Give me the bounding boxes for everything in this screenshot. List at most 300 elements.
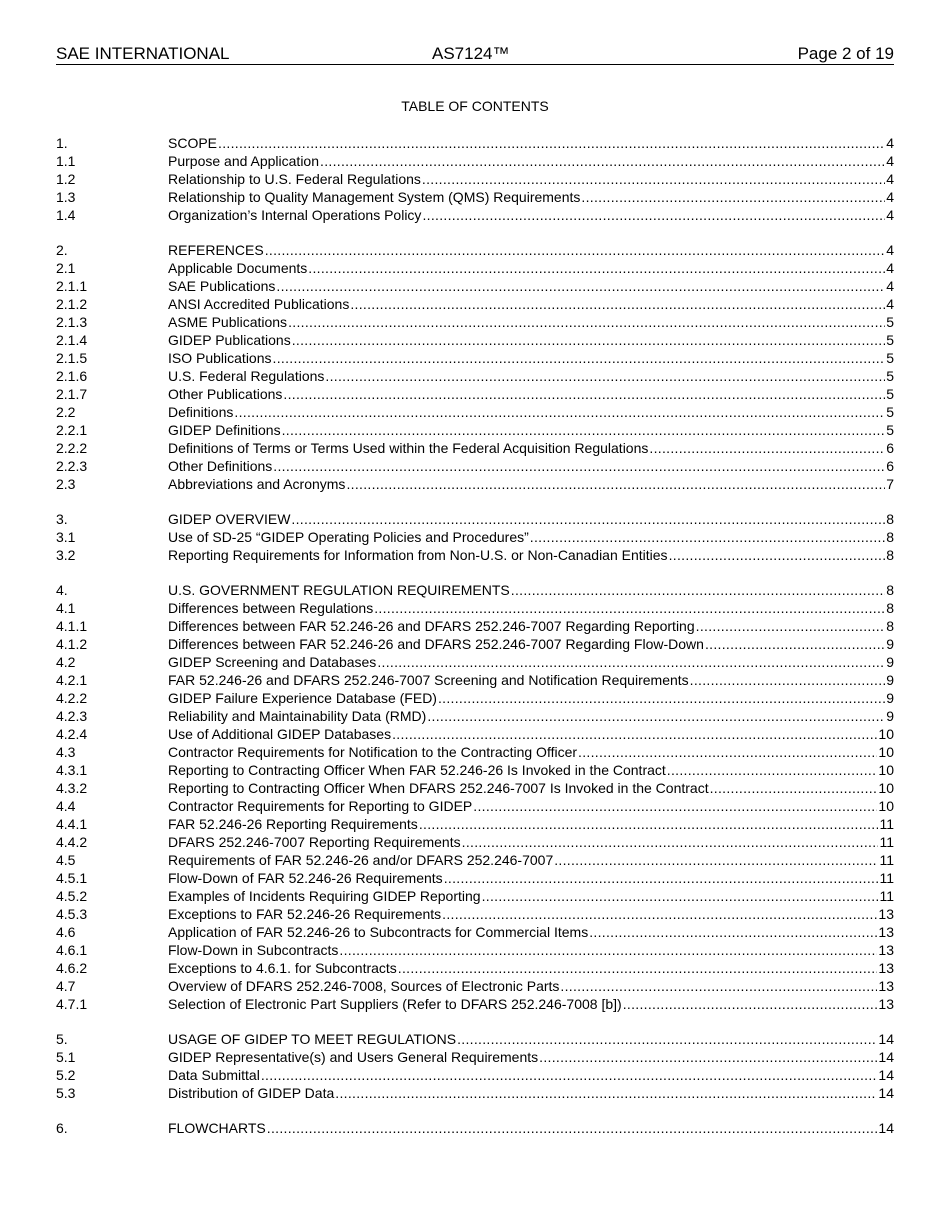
toc-entry-line <box>168 1084 894 1102</box>
dot-leader <box>218 134 885 152</box>
dot-leader <box>392 725 877 743</box>
toc-entry-page: 8 <box>886 618 894 634</box>
toc-entry[interactable] <box>56 761 894 779</box>
toc-entry-number: 4.1.1 <box>56 618 88 634</box>
toc-entry-page: 5 <box>886 332 894 348</box>
dot-leader <box>325 367 885 385</box>
toc-entry-line <box>168 923 894 941</box>
toc-entry-page: 9 <box>886 672 894 688</box>
toc-entry[interactable] <box>56 510 894 528</box>
toc-entry-title: Organization’s Internal Operations Policy <box>168 207 422 223</box>
toc-entry[interactable] <box>56 1048 894 1066</box>
toc-entry-title: SCOPE <box>168 135 218 151</box>
toc-entry[interactable] <box>56 995 894 1013</box>
toc-entry-page: 8 <box>886 547 894 563</box>
toc-entry-page: 4 <box>886 242 894 258</box>
toc-entry-page: 8 <box>886 600 894 616</box>
toc-entry-line <box>168 653 894 671</box>
dot-leader <box>276 277 885 295</box>
dot-leader <box>473 797 877 815</box>
toc-entry-line <box>168 295 894 313</box>
toc-entry-title: Exceptions to FAR 52.246-26 Requirements <box>168 906 442 922</box>
toc-entry-title: GIDEP Representative(s) and Users General Requirements <box>168 1049 539 1065</box>
toc-entry-title: Flow-Down of FAR 52.246-26 Requirements <box>168 870 443 886</box>
dot-leader <box>444 869 879 887</box>
toc-entry-line <box>168 349 894 367</box>
toc-entry[interactable] <box>56 439 894 457</box>
toc-entry[interactable] <box>56 1084 894 1102</box>
toc-entry-line <box>168 815 894 833</box>
toc-entry-page: 5 <box>886 368 894 384</box>
toc-entry[interactable] <box>56 546 894 564</box>
toc-entry-number: 2.2.2 <box>56 440 88 456</box>
toc-entry-title: Reporting to Contracting Officer When FAR 52.246-26 Is Invoked in the Contract <box>168 762 666 778</box>
dot-leader <box>283 385 885 403</box>
toc-entry[interactable] <box>56 295 894 313</box>
toc-entry-title: Purpose and Application <box>168 153 319 169</box>
toc-entry-number: 4.5.3 <box>56 906 88 922</box>
toc-entry-title: Distribution of GIDEP Data <box>168 1085 335 1101</box>
toc-entry-title: Flow-Down in Subcontracts <box>168 942 339 958</box>
toc-entry-line <box>168 367 894 385</box>
toc-entry-number: 4.1 <box>56 600 76 616</box>
toc-entry-page: 5 <box>886 422 894 438</box>
toc-entry-title: Differences between FAR 52.246-26 and DFARS 252.246-7007 Regarding Reporting <box>168 618 695 634</box>
toc-entry[interactable] <box>56 152 894 170</box>
dot-leader <box>427 707 885 725</box>
toc-entry-title: Reliability and Maintainability Data (RMD) <box>168 708 427 724</box>
toc-entry-page: 9 <box>886 636 894 652</box>
toc-entry-title: Definitions <box>168 404 234 420</box>
toc-entry-page: 11 <box>879 834 894 850</box>
toc-entry-line <box>168 152 894 170</box>
toc-entry[interactable] <box>56 367 894 385</box>
toc-entry[interactable] <box>56 869 894 887</box>
toc-entry-page: 14 <box>878 1085 894 1101</box>
toc-entry-page: 8 <box>886 511 894 527</box>
toc-entry-page: 4 <box>886 278 894 294</box>
dot-leader <box>377 653 885 671</box>
toc-entry-number: 4.4.2 <box>56 834 88 850</box>
toc-entry[interactable] <box>56 725 894 743</box>
toc-entry[interactable] <box>56 241 894 259</box>
toc-entry-line <box>168 134 894 152</box>
toc-entry-number: 1.4 <box>56 207 76 223</box>
toc-entry[interactable] <box>56 1030 894 1048</box>
page-header <box>56 44 894 65</box>
toc-entry-page: 4 <box>886 260 894 276</box>
toc-entry[interactable] <box>56 653 894 671</box>
toc-entry-line <box>168 977 894 995</box>
toc-entry-line <box>168 439 894 457</box>
toc-entry[interactable] <box>56 707 894 725</box>
toc-entry-number: 4.1.2 <box>56 636 88 652</box>
dot-leader <box>273 349 886 367</box>
dot-leader <box>539 1048 877 1066</box>
dot-leader <box>669 546 886 564</box>
toc-entry-line <box>168 241 894 259</box>
toc-entry-number: 2. <box>56 242 68 258</box>
dot-leader <box>578 743 877 761</box>
toc-entry-page: 13 <box>878 978 894 994</box>
toc-entry-page: 5 <box>886 386 894 402</box>
toc-entry-title: Contractor Requirements for Notification to the Contracting Officer <box>168 744 578 760</box>
dot-leader <box>482 887 879 905</box>
toc-entry[interactable] <box>56 797 894 815</box>
dot-leader <box>422 206 885 224</box>
toc-entry[interactable] <box>56 977 894 995</box>
toc-entry-page: 8 <box>886 529 894 545</box>
toc-title: TABLE OF CONTENTS <box>401 98 549 114</box>
toc-entry[interactable] <box>56 617 894 635</box>
toc-entry-title: GIDEP OVERVIEW <box>168 511 291 527</box>
toc-entry-number: 4.5.2 <box>56 888 88 904</box>
toc-entry-number: 4.2.2 <box>56 690 88 706</box>
toc-entry-line <box>168 905 894 923</box>
toc-entry-number: 2.1.6 <box>56 368 88 384</box>
toc-entry-number: 3.2 <box>56 547 76 563</box>
toc-entry-title: Reporting Requirements for Information from Non-U.S. or Non-Canadian Entities <box>168 547 668 563</box>
toc-entry-page: 9 <box>886 654 894 670</box>
toc-entry-line <box>168 797 894 815</box>
toc-entry-page: 13 <box>878 906 894 922</box>
toc-entry-page: 14 <box>878 1120 894 1136</box>
dot-leader <box>282 421 886 439</box>
toc-entry-number: 5.3 <box>56 1085 76 1101</box>
toc-entry-line <box>168 995 894 1013</box>
toc-entry-line <box>168 188 894 206</box>
toc-entry-line <box>168 779 894 797</box>
dot-leader <box>554 851 878 869</box>
toc-entry-number: 1.1 <box>56 153 76 169</box>
dot-leader <box>457 1030 877 1048</box>
toc-entry-number: 4.6 <box>56 924 76 940</box>
dot-leader <box>265 241 886 259</box>
toc-entry-page: 11 <box>879 870 894 886</box>
toc-entry-number: 4.6.1 <box>56 942 88 958</box>
dot-leader <box>462 833 879 851</box>
toc-entry-page: 10 <box>878 780 894 796</box>
toc-entry-number: 4.7.1 <box>56 996 88 1012</box>
toc-entry[interactable] <box>56 923 894 941</box>
toc-entry-title: U.S. Federal Regulations <box>168 368 325 384</box>
toc-entry-page: 9 <box>886 690 894 706</box>
toc-entry-title: ANSI Accredited Publications <box>168 296 350 312</box>
toc-entry-title: Differences between Regulations <box>168 600 374 616</box>
toc-entry-number: 5.2 <box>56 1067 76 1083</box>
dot-leader <box>350 295 885 313</box>
toc-entry[interactable] <box>56 887 894 905</box>
toc-entry-line <box>168 941 894 959</box>
toc-entry-line <box>168 457 894 475</box>
toc-entry-line <box>168 761 894 779</box>
toc-entry-page: 10 <box>878 744 894 760</box>
toc-entry-page: 11 <box>879 816 894 832</box>
toc-entry-number: 6. <box>56 1120 68 1136</box>
toc-entry-number: 4.4 <box>56 798 76 814</box>
toc-entry[interactable] <box>56 528 894 546</box>
toc-entry[interactable] <box>56 331 894 349</box>
dot-leader <box>649 439 885 457</box>
toc-entry-number: 2.2.1 <box>56 422 88 438</box>
dot-leader <box>288 313 885 331</box>
toc-entry[interactable] <box>56 1066 894 1084</box>
toc-entry-number: 4.2.3 <box>56 708 88 724</box>
toc-entry-title: Data Submittal <box>168 1067 260 1083</box>
header-page-number: Page 2 of 19 <box>797 44 894 63</box>
toc-entry-number: 4.4.1 <box>56 816 88 832</box>
toc-entry-title: Other Definitions <box>168 458 273 474</box>
toc-entry[interactable] <box>56 1119 894 1137</box>
toc-entry[interactable] <box>56 689 894 707</box>
toc-entry-title: GIDEP Definitions <box>168 422 281 438</box>
toc-entry-title: Reporting to Contracting Officer When DFARS 252.246-7007 Is Invoked in the Contract <box>168 780 709 796</box>
toc-entry-page: 13 <box>878 924 894 940</box>
dot-leader <box>291 510 885 528</box>
toc-entry-number: 4.2.1 <box>56 672 88 688</box>
toc-entry-number: 4.6.2 <box>56 960 88 976</box>
toc-entry-title: Examples of Incidents Requiring GIDEP Reporting <box>168 888 481 904</box>
dot-leader <box>667 761 878 779</box>
toc-entry-title: USAGE OF GIDEP TO MEET REGULATIONS <box>168 1031 457 1047</box>
toc-entry-line <box>168 528 894 546</box>
toc-entry-page: 13 <box>878 960 894 976</box>
toc-entry[interactable] <box>56 277 894 295</box>
toc-entry[interactable] <box>56 905 894 923</box>
toc-entry[interactable] <box>56 313 894 331</box>
toc-entry[interactable] <box>56 475 894 493</box>
toc-entry-number: 4.7 <box>56 978 76 994</box>
toc-entry-title: GIDEP Screening and Databases <box>168 654 377 670</box>
toc-entry-title: Application of FAR 52.246-26 to Subcontracts for Commercial Items <box>168 924 589 940</box>
toc-entry-line <box>168 259 894 277</box>
toc-entry-line <box>168 510 894 528</box>
toc-entry[interactable] <box>56 635 894 653</box>
dot-leader <box>292 331 886 349</box>
toc-entry[interactable] <box>56 779 894 797</box>
toc-entry[interactable] <box>56 188 894 206</box>
toc-entry-number: 4.5 <box>56 852 76 868</box>
toc-entry-line <box>168 206 894 224</box>
toc-entry[interactable] <box>56 134 894 152</box>
toc-entry-number: 2.1.7 <box>56 386 88 402</box>
toc-entry-line <box>168 1030 894 1048</box>
toc-entry-number: 2.1.3 <box>56 314 88 330</box>
toc-entry[interactable] <box>56 385 894 403</box>
toc-entry-title: ASME Publications <box>168 314 288 330</box>
header-organization: SAE INTERNATIONAL <box>56 44 230 63</box>
toc-entry-line <box>168 581 894 599</box>
toc-entry-line <box>168 1048 894 1066</box>
dot-leader <box>419 815 879 833</box>
toc-entry-title: Requirements of FAR 52.246-26 and/or DFARS 252.246-7007 <box>168 852 554 868</box>
toc-entry-title: Contractor Requirements for Reporting to GIDEP <box>168 798 473 814</box>
toc-entry[interactable] <box>56 349 894 367</box>
toc-entry-title: Differences between FAR 52.246-26 and DFARS 252.246-7007 Regarding Flow-Down <box>168 636 704 652</box>
toc-entry-line <box>168 475 894 493</box>
toc-entry[interactable] <box>56 421 894 439</box>
toc-entry-page: 9 <box>886 708 894 724</box>
dot-leader <box>320 152 885 170</box>
dot-leader <box>438 689 885 707</box>
toc-entry-number: 1.2 <box>56 171 76 187</box>
toc-entry-line <box>168 743 894 761</box>
toc-entry[interactable] <box>56 833 894 851</box>
toc-entry[interactable] <box>56 743 894 761</box>
toc-entry-page: 10 <box>878 726 894 742</box>
toc-entry-title: Applicable Documents <box>168 260 308 276</box>
toc-entry-title: Use of Additional GIDEP Databases <box>168 726 392 742</box>
dot-leader <box>308 259 885 277</box>
toc-entry-page: 5 <box>886 314 894 330</box>
toc-entry-number: 2.1.2 <box>56 296 88 312</box>
toc-entry-number: 5. <box>56 1031 68 1047</box>
toc-entry-number: 1.3 <box>56 189 76 205</box>
toc-entry-number: 4.3 <box>56 744 76 760</box>
dot-leader <box>374 599 885 617</box>
toc-entry-number: 1. <box>56 135 68 151</box>
toc-entry-line <box>168 617 894 635</box>
dot-leader <box>560 977 877 995</box>
toc-entry-page: 11 <box>879 852 894 868</box>
toc-entry[interactable] <box>56 206 894 224</box>
dot-leader <box>442 905 877 923</box>
dot-leader <box>273 457 885 475</box>
toc-entry-line <box>168 671 894 689</box>
toc-entry-title: Exceptions to 4.6.1. for Subcontracts <box>168 960 397 976</box>
toc-entry-line <box>168 887 894 905</box>
toc-entry-number: 4.2 <box>56 654 76 670</box>
toc-entry-line <box>168 851 894 869</box>
toc-entry-page: 5 <box>886 350 894 366</box>
toc-entry[interactable] <box>56 403 894 421</box>
toc-entry-title: ISO Publications <box>168 350 272 366</box>
toc-entry[interactable] <box>56 581 894 599</box>
table-of-contents <box>56 134 894 1137</box>
toc-entry-page: 4 <box>886 207 894 223</box>
toc-entry-page: 7 <box>886 476 894 492</box>
toc-entry-number: 4.3.2 <box>56 780 88 796</box>
toc-entry-number: 2.1.1 <box>56 278 88 294</box>
toc-entry-page: 14 <box>878 1067 894 1083</box>
toc-entry-page: 4 <box>886 296 894 312</box>
toc-entry-page: 4 <box>886 189 894 205</box>
toc-entry-title: Abbreviations and Acronyms <box>168 476 346 492</box>
toc-entry-page: 14 <box>878 1049 894 1065</box>
toc-entry[interactable] <box>56 457 894 475</box>
toc-entry-title: SAE Publications <box>168 278 276 294</box>
toc-entry[interactable] <box>56 671 894 689</box>
dot-leader <box>589 923 877 941</box>
toc-entry[interactable] <box>56 941 894 959</box>
toc-entry-number: 4. <box>56 582 68 598</box>
toc-entry-page: 13 <box>878 942 894 958</box>
toc-entry[interactable] <box>56 959 894 977</box>
dot-leader <box>422 170 885 188</box>
toc-entry-number: 2.1.4 <box>56 332 88 348</box>
toc-entry-title: Relationship to U.S. Federal Regulations <box>168 171 421 187</box>
toc-entry-title: Other Publications <box>168 386 283 402</box>
toc-entry-number: 3.1 <box>56 529 76 545</box>
toc-entry-line <box>168 331 894 349</box>
toc-entry-title: Definitions of Terms or Terms Used within the Federal Acquisition Regulations <box>168 440 649 456</box>
toc-entry-line <box>168 959 894 977</box>
toc-entry-number: 2.1.5 <box>56 350 88 366</box>
toc-entry-line <box>168 833 894 851</box>
toc-entry-page: 14 <box>878 1031 894 1047</box>
toc-entry-line <box>168 707 894 725</box>
dot-leader <box>261 1066 878 1084</box>
dot-leader <box>335 1084 877 1102</box>
toc-entry-page: 10 <box>878 762 894 778</box>
toc-entry-line <box>168 689 894 707</box>
dot-leader <box>705 635 885 653</box>
toc-entry-line <box>168 635 894 653</box>
toc-entry-title: Overview of DFARS 252.246-7008, Sources of Electronic Parts <box>168 978 560 994</box>
toc-entry-number: 2.1 <box>56 260 76 276</box>
toc-entry-number: 2.2.3 <box>56 458 88 474</box>
toc-entry-line <box>168 313 894 331</box>
header-document-number: AS7124™ <box>432 44 510 63</box>
toc-entry-page: 13 <box>878 996 894 1012</box>
toc-entry-line <box>168 421 894 439</box>
toc-entry[interactable] <box>56 599 894 617</box>
toc-entry-title: Use of SD-25 “GIDEP Operating Policies and Procedures” <box>168 529 529 545</box>
toc-entry-line <box>168 725 894 743</box>
toc-entry-page: 5 <box>886 404 894 420</box>
toc-entry-title: DFARS 252.246-7007 Reporting Requirements <box>168 834 461 850</box>
toc-entry[interactable] <box>56 851 894 869</box>
toc-entry-title: GIDEP Failure Experience Database (FED) <box>168 690 437 706</box>
dot-leader <box>710 779 878 797</box>
toc-entry-line <box>168 1066 894 1084</box>
dot-leader <box>267 1119 878 1137</box>
toc-entry-page: 11 <box>879 888 894 904</box>
toc-entry-number: 4.5.1 <box>56 870 88 886</box>
dot-leader <box>690 671 886 689</box>
toc-entry-line <box>168 170 894 188</box>
toc-entry-title: FAR 52.246-26 and DFARS 252.246-7007 Screening and Notification Requirements <box>168 672 689 688</box>
toc-entry-line <box>168 869 894 887</box>
toc-entry-number: 4.3.1 <box>56 762 88 778</box>
toc-entry-title: U.S. GOVERNMENT REGULATION REQUIREMENTS <box>168 582 510 598</box>
toc-entry-title: Relationship to Quality Management System (QMS) Requirements <box>168 189 581 205</box>
toc-entry-page: 4 <box>886 135 894 151</box>
toc-entry-number: 4.2.4 <box>56 726 88 742</box>
toc-entry-number: 3. <box>56 511 68 527</box>
toc-entry-line <box>168 277 894 295</box>
toc-entry-line <box>168 385 894 403</box>
toc-entry-title: Selection of Electronic Part Suppliers (Refer to DFARS 252.246-7008 [b]) <box>168 996 622 1012</box>
toc-entry-title: FAR 52.246-26 Reporting Requirements <box>168 816 418 832</box>
toc-entry-page: 6 <box>886 458 894 474</box>
toc-entry-page: 8 <box>886 582 894 598</box>
toc-entry-title: FLOWCHARTS <box>168 1120 266 1136</box>
dot-leader <box>398 959 878 977</box>
dot-leader <box>623 995 878 1013</box>
toc-entry-page: 6 <box>886 440 894 456</box>
toc-entry-number: 2.2 <box>56 404 76 420</box>
toc-entry-line <box>168 546 894 564</box>
dot-leader <box>696 617 886 635</box>
toc-entry[interactable] <box>56 170 894 188</box>
dot-leader <box>511 581 885 599</box>
toc-entry-number: 5.1 <box>56 1049 76 1065</box>
toc-entry[interactable] <box>56 815 894 833</box>
dot-leader <box>346 475 885 493</box>
toc-entry-line <box>168 403 894 421</box>
toc-entry[interactable] <box>56 259 894 277</box>
